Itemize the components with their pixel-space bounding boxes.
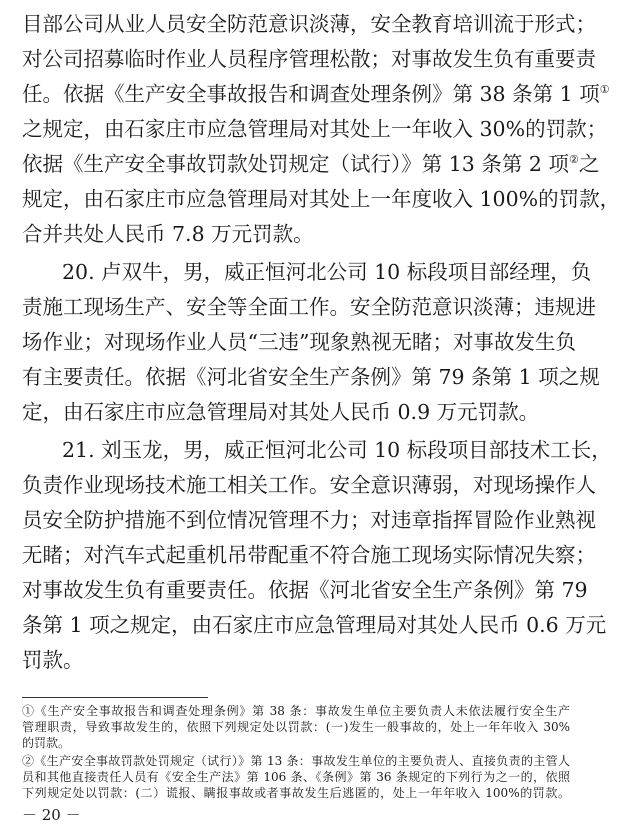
body-line: 之规定，由石家庄市应急管理局对其处上一年收入 30%的罚款； (22, 117, 608, 141)
body-line: 员安全防护措施不到位情况管理不力；对违章指挥冒险作业熟视 (22, 508, 596, 532)
body-line: 有主要责任。依据《河北省安全生产条例》第 79 条第 1 项之规 (22, 365, 600, 389)
body-line: 责施工现场生产、安全等全面工作。安全防范意识淡薄；违规进 (22, 295, 596, 319)
paragraph-20-start: 20. 卢双牛，男，威正恒河北公司 10 标段项目部经理，负 (62, 260, 592, 284)
footnote-line: ①《生产安全事故报告和调查处理条例》第 38 条：事故发生单位主要负责人未依法履行安全生产 (22, 704, 570, 718)
footnote-line: 管理职责，导致事故发生的，依照下列规定处以罚款：(一)发生一般事故的，处上一年年收入 30% (22, 720, 570, 734)
body-line: 对公司招募临时作业人员程序管理松散；对事故发生负有重要责 (22, 47, 596, 71)
body-line: 任。依据《生产安全事故报告和调查处理条例》第 38 条第 1 项① (22, 82, 610, 106)
body-line: 场作业；对现场作业人员“三违”现象熟视无睹；对事故发生负 (22, 330, 576, 354)
body-line: 无睹；对汽车式起重机吊带配重不符合施工现场实际情况失察； (22, 543, 596, 567)
body-line: 依据《生产安全事故罚款处罚规定（试行）》第 13 条第 2 项②之 (22, 152, 600, 176)
body-line: 对事故发生负有重要责任。依据《河北省安全生产条例》第 79 (22, 578, 588, 602)
footnote-ref-1: ① (599, 83, 610, 97)
footnote-line: 的罚款。 (22, 736, 71, 750)
body-line: 条第 1 项之规定，由石家庄市应急管理局对其处人民币 0.6 万元 (22, 613, 607, 637)
footnote-line: 员和其他直接责任人员有《安全生产法》第 106 条、《条例》第 36 条规定的下列行为之一的，依照 (22, 770, 570, 784)
page-number: － 20 － (22, 806, 81, 824)
footnote-line: 下列规定处以罚款：(二）谎报、瞒报事故或者事故发生后逃匿的，处上一年年收入 100%的罚款。 (22, 786, 570, 800)
footnote-divider (22, 697, 208, 698)
body-line: 定，由石家庄市应急管理局对其处人民币 0.9 万元罚款。 (22, 400, 540, 424)
body-line: 负责作业现场技术施工相关工作。安全意识薄弱，对现场操作人 (22, 473, 596, 497)
body-line: 规定，由石家庄市应急管理局对其处上一年度收入 100%的罚款， (22, 187, 620, 211)
body-line: 目部公司从业人员安全防范意识淡薄，安全教育培训流于形式； (22, 12, 596, 36)
body-line: 罚款。 (22, 648, 84, 672)
footnote-ref-2: ② (568, 153, 579, 167)
body-line: 合并共处人民币 7.8 万元罚款。 (22, 222, 314, 246)
footnote-line: ②《生产安全事故罚款处罚规定（试行）》第 13 条：事故发生单位的主要负责人、直接负责的主管人 (22, 754, 570, 768)
paragraph-21-start: 21. 刘玉龙，男，威正恒河北公司 10 标段项目部技术工长， (62, 438, 612, 462)
